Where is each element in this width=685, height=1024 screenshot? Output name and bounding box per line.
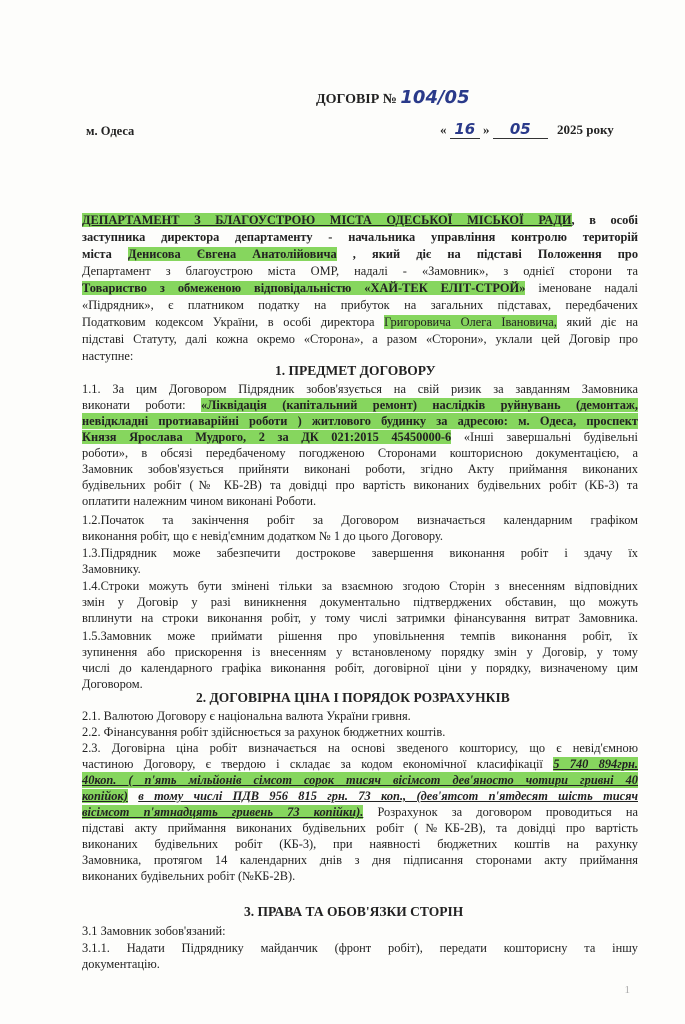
vat-words-highlight: вісімсот п'ятнадцять гривень 73 копійки). xyxy=(82,805,364,819)
intro-line-8: підставі Статуту, далі кожна окремо «Сторона», а разом «Сторони», уклали цей Договір про xyxy=(82,332,638,346)
section-3-heading: 3. ПРАВА ТА ОБОВ'ЯЗКИ СТОРІН xyxy=(244,904,464,919)
contract-title xyxy=(316,87,470,108)
s2-text: Розрахунок за договором проводиться на xyxy=(377,805,638,819)
s2-line: виконаних будівельних робіт (№КБ-2В). xyxy=(82,869,296,883)
s3-line: 3.1.1. Надати Підряднику майданчик (фронт робіт), передати кошторисну та іншу xyxy=(82,941,638,955)
s1-line: будівельних робіт (№ КБ-2В) та довідці про вартість виконаних будівельних робіт (КБ-3) та xyxy=(82,478,638,492)
price-words-highlight: 40коп. ( п'ять мільйонів сімсот сорок тисяч вісімсот дев'яносто чотири гривні 40 xyxy=(82,773,638,787)
representative-name-highlight: Денисова Євгена Анатолійовича xyxy=(127,247,337,261)
intro-line-4: Департамент з благоустрою міста ОМР, надалі - «Замовник», з однієї сторони та xyxy=(82,264,638,278)
s2-text: частиною Договору, є твердою і складає за кодом економічної класифікації xyxy=(82,757,543,771)
work-description-highlight: невідкладні протиаварійні роботи ) житлового будинку за адресою: м. Одеса, проспект xyxy=(82,414,638,428)
customer-name-highlight: ДЕПАРТАМЕНТ З БЛАГОУСТРОЮ МІСТА ОДЕСЬКОЇ МІСЬКОЇ РАДИ xyxy=(82,213,572,227)
s2-line xyxy=(82,756,638,772)
intro-line-3 xyxy=(82,246,638,262)
s1-line: 1.1. За цим Договором Підрядник зобов'язується на свій ризик за завданням Замовника xyxy=(82,382,638,396)
date-close-quote: » xyxy=(483,122,490,137)
vat-text: в тому числі ПДВ 956 815 грн. 73 коп., (дев'ятсот п'ятдесят шість тисяч xyxy=(138,789,638,803)
s1-line: 1.3.Підрядник може забезпечити дострокове завершення виконання робіт і здачу їх xyxy=(82,546,638,560)
day-handwritten: 16 xyxy=(450,120,480,139)
s2-line xyxy=(82,804,638,820)
section-2-heading: 2. ДОГОВІРНА ЦІНА І ПОРЯДОК РОЗРАХУНКІВ xyxy=(196,690,510,705)
work-description-highlight: «Ліквідація (капітальний ремонт) наслідків руйнувань (демонтаж, xyxy=(200,398,638,412)
intro-line-6: «Підрядник», є платником податку на прибуток на загальних підставах, передбачених xyxy=(82,298,638,312)
s1-line xyxy=(82,429,638,445)
s2-line: 2.3. Договірна ціна робіт визначається на основі зведеного кошторису, що є невід'ємною xyxy=(82,741,638,755)
year: 2025 року xyxy=(557,122,614,137)
intro-text: іменоване надалі xyxy=(538,281,638,295)
intro-line-5 xyxy=(82,280,638,296)
price-words-highlight: копійок) xyxy=(82,789,128,803)
s1-text: «Інші завершальні будівельні xyxy=(463,430,638,444)
s2-line: Замовника, протягом 14 календарних днів з дня підписання сторонами акту приймання xyxy=(82,853,638,867)
city: м. Одеса xyxy=(86,124,135,138)
s1-text: виконати роботи: xyxy=(82,398,186,412)
intro-text: який діє на xyxy=(566,315,638,329)
contract-date xyxy=(440,120,614,139)
s2-line: виконаних будівельних робіт (КБ-3), при наявності бюджетних коштів на рахунку xyxy=(82,837,638,851)
s1-line: 1.5.Замовник може приймати рішення про уповільнення темпів виконання робіт, їх xyxy=(82,629,638,643)
s1-line: оплатити належним чином виконані Роботи. xyxy=(82,494,317,508)
s1-line: вплинути на строки виконання робіт, у тому числі затримки фінансування витрат Замовника. xyxy=(82,611,638,625)
s1-line: Замовник зобов'язується прийняти виконані роботи, згідно Акту приймання виконаних xyxy=(82,462,638,476)
s1-line: роботи», в обсязі передбаченому погодженою Сторонами кошторисною документацією, а xyxy=(82,446,638,460)
contractor-name-highlight: Товариство з обмеженою відповідальністю «ХАЙ-ТЕК ЕЛІТ-СТРОЙ» xyxy=(82,281,526,295)
s3-line: документацію. xyxy=(82,957,160,971)
intro-text: , який діє на підставі Положення про xyxy=(352,247,639,261)
s3-line: 3.1 Замовник зобов'язаний: xyxy=(82,924,226,938)
s1-line: 1.4.Строки можуть бути змінені тільки за взаємною згодою Сторін з внесенням відповідних xyxy=(82,579,638,593)
page-number: 1 xyxy=(624,984,630,996)
section-1-heading: 1. ПРЕДМЕТ ДОГОВОРУ xyxy=(275,363,436,378)
intro-text: міста xyxy=(82,247,112,261)
intro-line-2: заступника директора департаменту - начальника управління контролю територій xyxy=(82,230,638,244)
month-handwritten: 05 xyxy=(493,120,548,139)
price-amount-highlight: 5 740 894грн. xyxy=(553,757,638,771)
s1-line: 1.2.Початок та закінчення робіт за Договором визначається календарним графіком xyxy=(82,513,638,527)
intro-text: Податковим кодексом України, в особі директора xyxy=(82,315,375,329)
director-name-highlight: Григоровича Олега Івановича, xyxy=(384,315,557,329)
s1-line: змін у Договір у разі виникнення документально підтверджених обставин, що можуть xyxy=(82,595,638,609)
intro-line-9: наступне: xyxy=(82,349,134,363)
intro-text: , в особі xyxy=(571,213,638,227)
s1-line: виконання робіт, що є невід'ємним додатком № 1 до цього Договору. xyxy=(82,529,443,543)
s2-line: 2.2. Фінансування робіт здійснюється за рахунок бюджетних коштів. xyxy=(82,725,446,739)
s1-line: Договором. xyxy=(82,677,143,691)
contract-number-handwritten: 104/05 xyxy=(400,87,470,108)
work-address-highlight: Князя Ярослава Мудрого, 2 за ДК 021:2015 45450000-6 xyxy=(82,430,452,444)
s1-line: Замовнику. xyxy=(82,562,141,576)
intro-line-7 xyxy=(82,314,638,330)
s1-line: зупинення або прискорення із внесенням у встановленому порядку змін у Договір, у тому xyxy=(82,645,638,659)
title-prefix: ДОГОВІР № xyxy=(316,92,397,107)
s2-line: 2.1. Валютою Договору є національна валюта України гривня. xyxy=(82,709,411,723)
s1-line xyxy=(82,397,638,413)
intro-line-1 xyxy=(82,212,638,228)
s1-line: числі до календарного графіка виконання робіт, договірної ціни у порядку, визначеному цим xyxy=(82,661,638,675)
date-open-quote: « xyxy=(440,122,447,137)
s2-line: підставі акту приймання виконаних будівельних робіт (№КБ-2В), та довідці про вартість xyxy=(82,821,638,835)
s2-line xyxy=(82,788,638,804)
